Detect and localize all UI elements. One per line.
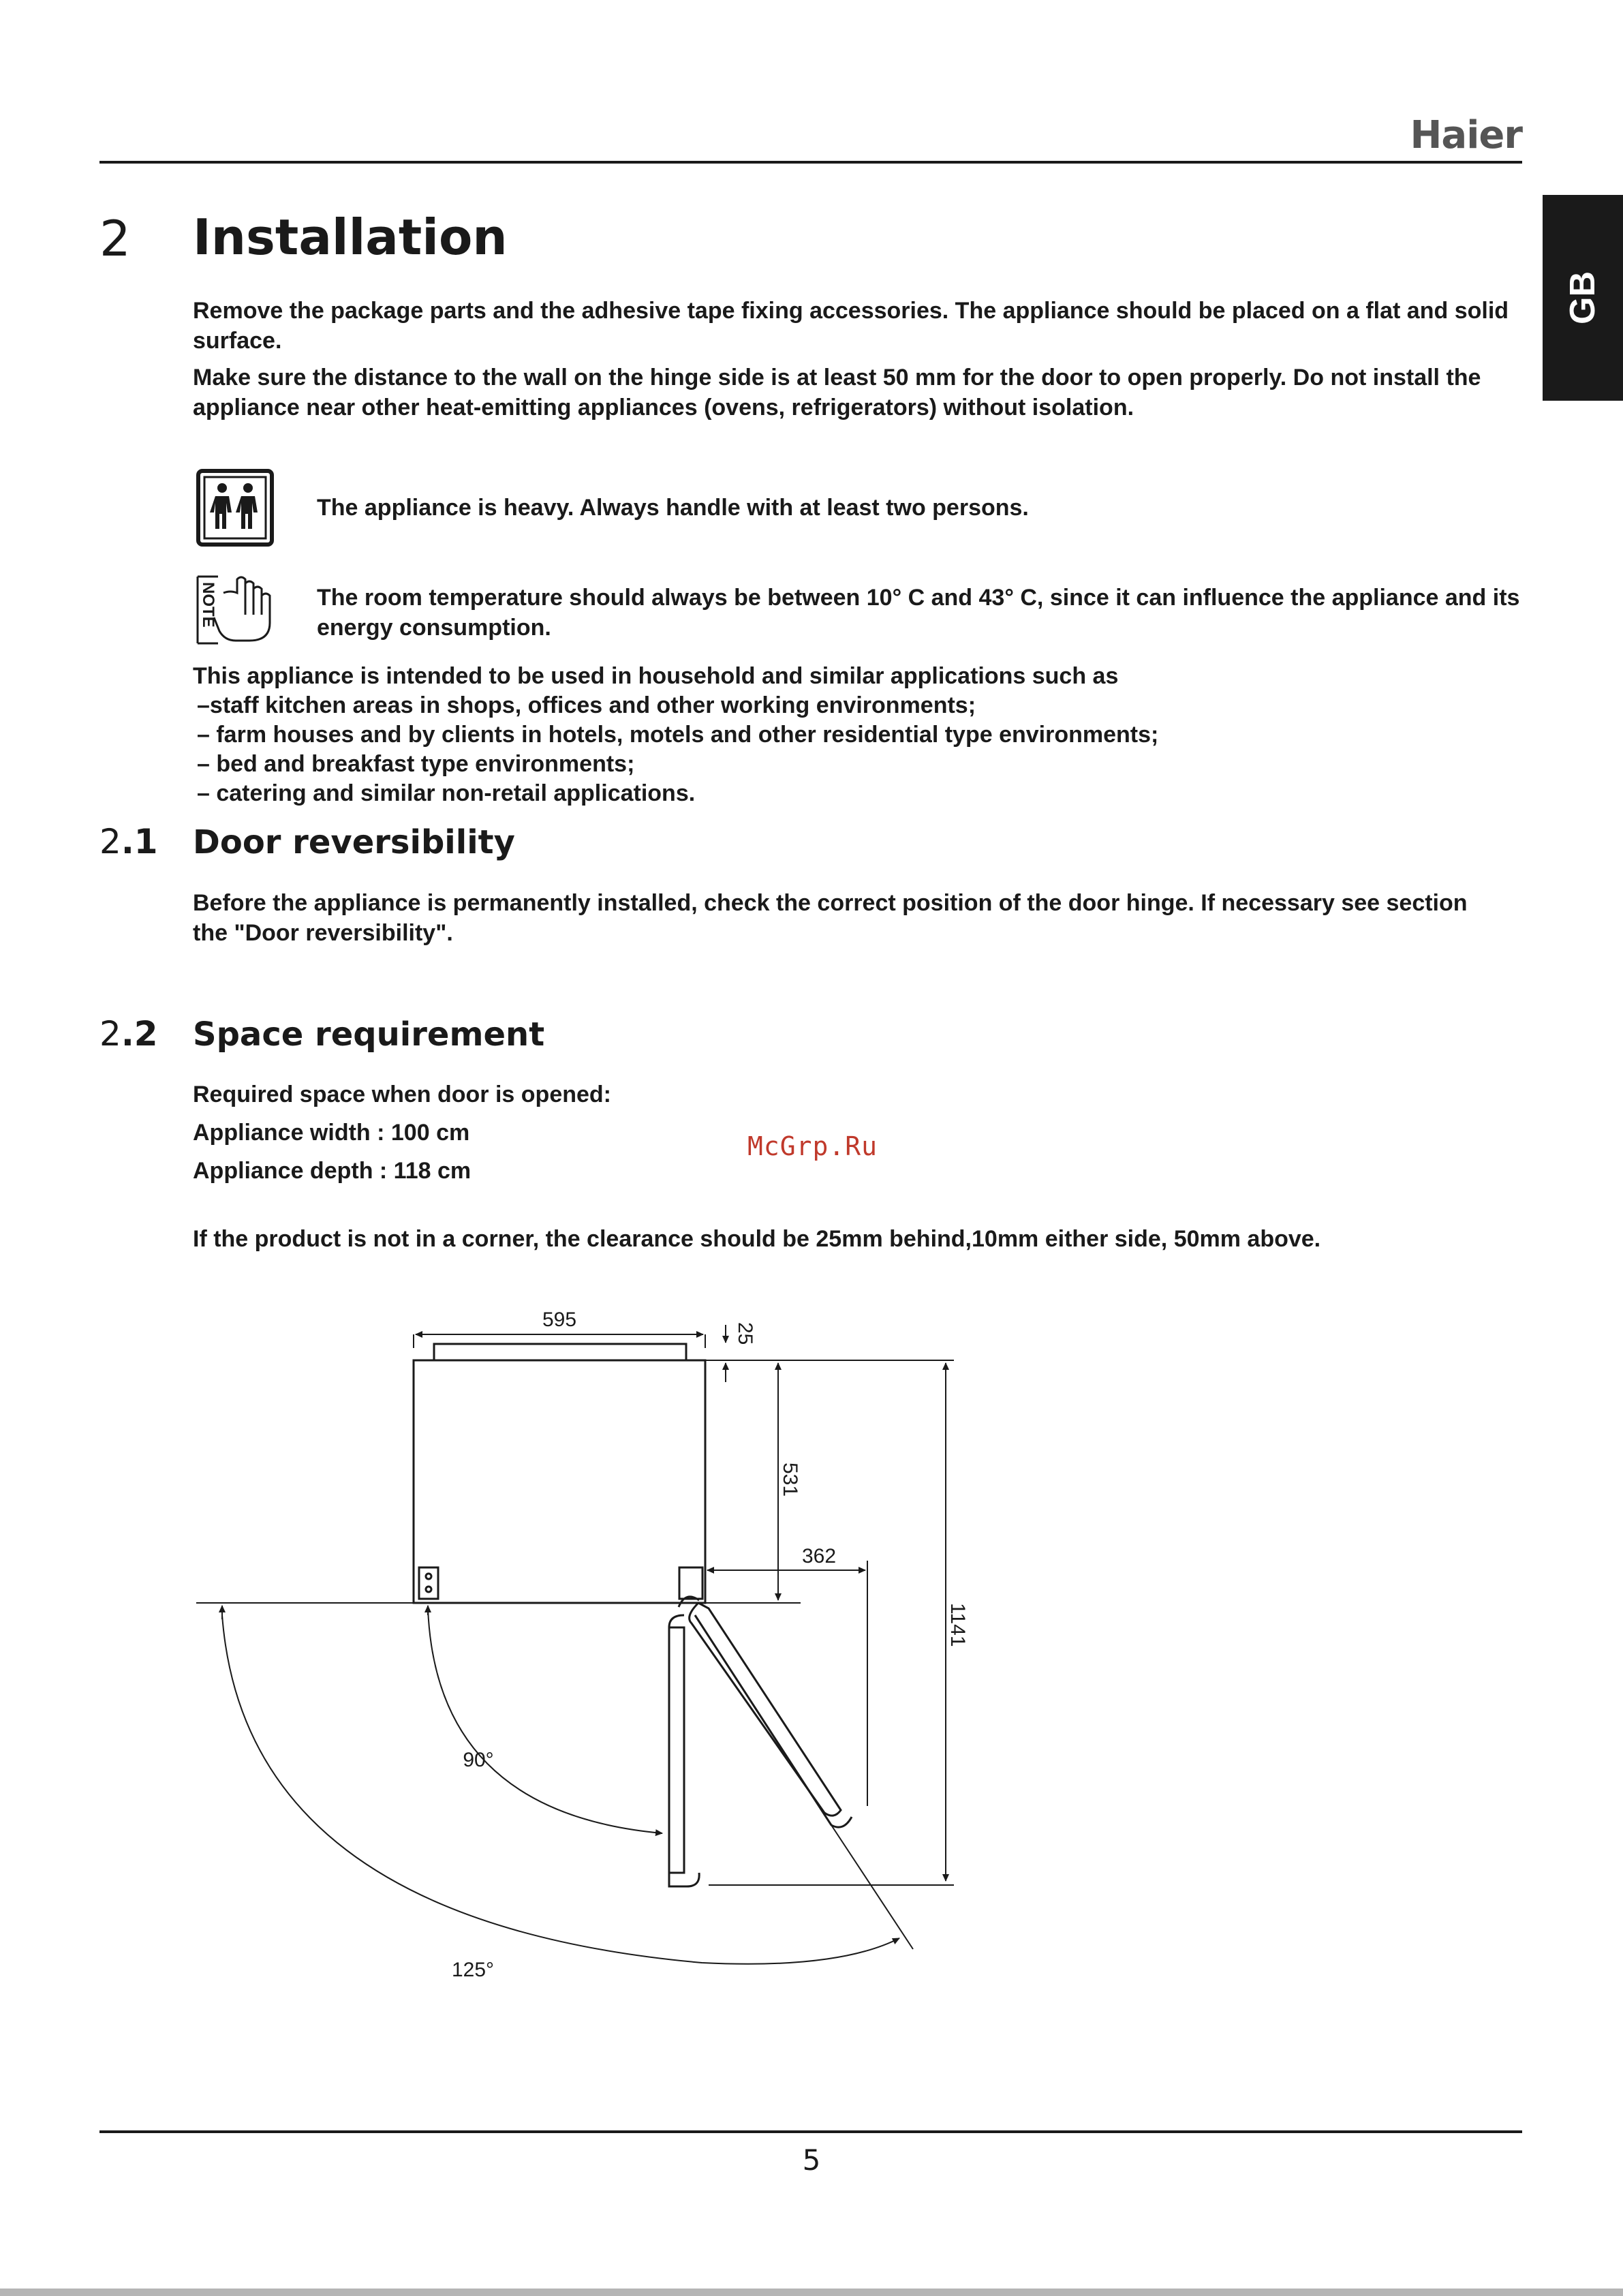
subsection-number-minor: .2 [121,1014,158,1054]
subsection-number-minor: .1 [121,822,158,861]
section-title: Installation [193,209,508,266]
hinge-right [679,1567,702,1599]
intro-paragraph-2: Make sure the distance to the wall on the hinge side is at least 50 mm for the door to open properly. Do not install the appliance near other heat-emitting appliances (ovens, refrigerators) without isolation. [193,365,1481,420]
subsection-number-major: 2 [99,822,121,861]
space-line-depth: Appliance depth : 118 cm [193,1158,472,1184]
usage-intro: This appliance is intended to be used in household and similar applications such as [193,663,1119,689]
dim-width-label: 595 [542,1308,577,1331]
space-requirement-diagram [191,1295,995,2031]
appliance-body [414,1360,705,1603]
warning-heavy-text: The appliance is heavy. Always handle with at least two persons. [317,495,1029,521]
door-90 [669,1627,684,1873]
two-persons-icon [196,469,274,547]
angle-large-label: 125° [451,1959,495,1981]
subsection-number-door [99,822,158,861]
intro-paragraph-1: Remove the package parts and the adhesive tape fixing accessories. The appliance should be placed on a flat and solid surface. [193,298,1509,354]
subsection-title-door: Door reversibility [193,823,515,861]
clearance-text: If the product is not in a corner, the clearance should be 25mm behind,10mm either side, 50mm above. [193,1226,1321,1252]
note-icon-label: NOTE [199,582,217,628]
angle-small-label: 90° [463,1749,494,1771]
door-125 [690,1603,841,1816]
usage-item: – catering and similar non-retail applications. [197,780,696,806]
hinge-left [419,1567,438,1599]
space-line-required: Required space when door is opened: [193,1082,611,1107]
language-tab [1543,195,1623,401]
subsection-title-space: Space requirement [193,1015,545,1054]
bottom-band [0,2289,1623,2296]
usage-item: –staff kitchen areas in shops, offices and other working environments; [197,692,976,718]
page-number: 5 [802,2143,821,2177]
usage-item: – farm houses and by clients in hotels, motels and other residential type environments; [197,722,1159,748]
section-number: 2 [99,210,131,267]
note-temperature-text: The room temperature should always be between 10° C and 43° C, since it can influence the appliance and its energy consumption. [317,585,1520,641]
subsection-number-major: 2 [99,1014,121,1054]
dim-back-gap-label: 25 [734,1322,756,1345]
note-icon [195,572,277,647]
space-line-width: Appliance width : 100 cm [193,1120,470,1146]
brand-logo: Haier [1410,113,1522,157]
footer-rule [99,2130,1522,2133]
dim-total-depth-label: 1141 [946,1603,969,1647]
language-tab-label: GB [1563,271,1603,324]
header-rule [99,161,1522,164]
dim-door-offset-label: 362 [801,1545,837,1567]
subsection-number-space [99,1014,158,1054]
watermark: McGrp.Ru [747,1131,878,1161]
usage-item: – bed and breakfast type environments; [197,751,635,777]
usage-list [197,691,1491,808]
door-reversibility-text: Before the appliance is permanently installed, check the correct position of the door hinge. If necessary see section the "Door reversibility". [193,890,1468,946]
dim-depth-label: 531 [779,1463,801,1497]
appliance-top [434,1344,686,1360]
